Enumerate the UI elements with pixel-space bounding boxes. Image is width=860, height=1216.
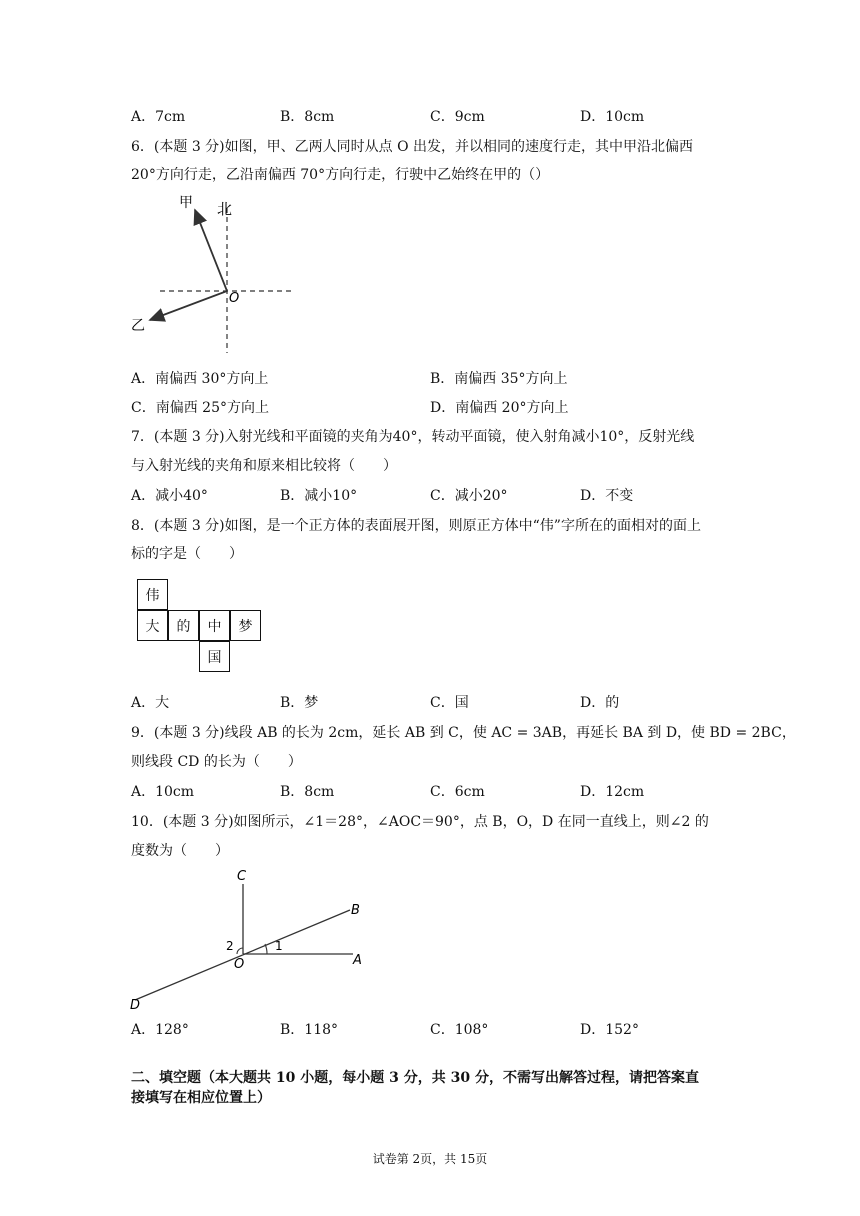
q9-option-b: B．8cm <box>280 784 335 800</box>
q10-angle-figure <box>125 862 385 1017</box>
label-bei: 北 <box>217 200 233 218</box>
cube-face-guo: 国 <box>199 641 230 672</box>
q8-stem-line2: 标的字是（ ） <box>131 546 243 562</box>
cube-face-wei: 伟 <box>137 579 168 610</box>
q7-stem-line1: 7．(本题 3 分)入射光线和平面镜的夹角为40°，转动平面镜，使入射角减小10°，反射光线 <box>131 429 695 445</box>
angle-2-arc <box>237 948 243 954</box>
label-angle-1: 1 <box>275 939 283 953</box>
q9-option-c: C．6cm <box>430 784 485 800</box>
q7-option-a: A．减小40° <box>131 488 208 504</box>
q5-option-d: D．10cm <box>580 109 645 125</box>
q10-option-b: B．118° <box>280 1022 339 1038</box>
q9-stem-line2: 则线段 CD 的长为（ ） <box>131 754 302 770</box>
q7-stem-line2: 与入射光线的夹角和原来相比较将（ ） <box>131 458 397 474</box>
q6-direction-figure <box>125 188 315 358</box>
label-angle-2: 2 <box>226 939 234 953</box>
label-a: A <box>353 953 362 968</box>
label-c: C <box>237 869 247 884</box>
q6-option-d: D．南偏西 20°方向上 <box>430 400 569 416</box>
q8-stem-line1: 8．(本题 3 分)如图，是一个正方体的表面展开图，则原正方体中“伟”字所在的面相对的面上 <box>131 518 701 534</box>
q7-option-c: C．减小20° <box>430 488 508 504</box>
q6-option-a: A．南偏西 30°方向上 <box>131 371 269 387</box>
cube-face-zhong: 中 <box>199 610 230 641</box>
q6-option-c: C．南偏西 25°方向上 <box>131 400 269 416</box>
q5-option-a: A．7cm <box>131 109 186 125</box>
jia-direction-arrow <box>195 210 227 291</box>
q10-option-c: C．108° <box>430 1022 489 1038</box>
q8-option-c: C．国 <box>430 695 469 711</box>
label-yi: 乙 <box>131 318 145 334</box>
q7-option-d: D．不变 <box>580 488 634 504</box>
label-jia: 甲 <box>179 195 193 211</box>
yi-direction-arrow <box>150 291 227 320</box>
q6-stem-line1: 6．(本题 3 分)如图，甲、乙两人同时从点 O 出发，并以相同的速度行走，其中甲沿北偏西 <box>131 139 694 155</box>
section2-heading-line1: 二、填空题（本大题共 10 小题，每小题 3 分，共 30 分，不需写出解答过程，请把答案直 <box>131 1070 699 1086</box>
q8-option-b: B．梦 <box>280 695 319 711</box>
q5-option-b: B．8cm <box>280 109 335 125</box>
q9-stem-line1: 9．(本题 3 分)线段 AB 的长为 2cm，延长 AB 到 C，使 AC = 3AB，再延长 BA 到 D，使 BD = 2BC， <box>131 725 796 741</box>
q8-option-a: A．大 <box>131 695 170 711</box>
label-o: O <box>234 957 245 972</box>
section2-heading-line2: 接填写在相应位置上） <box>131 1090 271 1106</box>
label-b: B <box>351 903 360 918</box>
cube-face-meng: 梦 <box>230 610 261 641</box>
q9-option-a: A．10cm <box>131 784 195 800</box>
label-o: O <box>229 291 240 306</box>
q10-stem-line1: 10．(本题 3 分)如图所示，∠1＝28°，∠AOC＝90°，点 B，O，D 在同一直线上，则∠2 的 <box>131 814 709 830</box>
q10-option-d: D．152° <box>580 1022 639 1038</box>
cube-face-de: 的 <box>168 610 199 641</box>
cube-face-da: 大 <box>137 610 168 641</box>
q7-option-b: B．减小10° <box>280 488 358 504</box>
q8-option-d: D．的 <box>580 695 620 711</box>
page-footer: 试卷第 2页，共 15页 <box>372 1152 488 1166</box>
q6-stem-line2: 20°方向行走，乙沿南偏西 70°方向行走，行驶中乙始终在甲的（） <box>131 167 550 183</box>
q10-option-a: A．128° <box>131 1022 189 1038</box>
q9-option-d: D．12cm <box>580 784 645 800</box>
label-d: D <box>130 998 141 1013</box>
q6-option-b: B．南偏西 35°方向上 <box>430 371 568 387</box>
q10-stem-line2: 度数为（ ） <box>131 843 229 859</box>
q5-option-c: C．9cm <box>430 109 485 125</box>
